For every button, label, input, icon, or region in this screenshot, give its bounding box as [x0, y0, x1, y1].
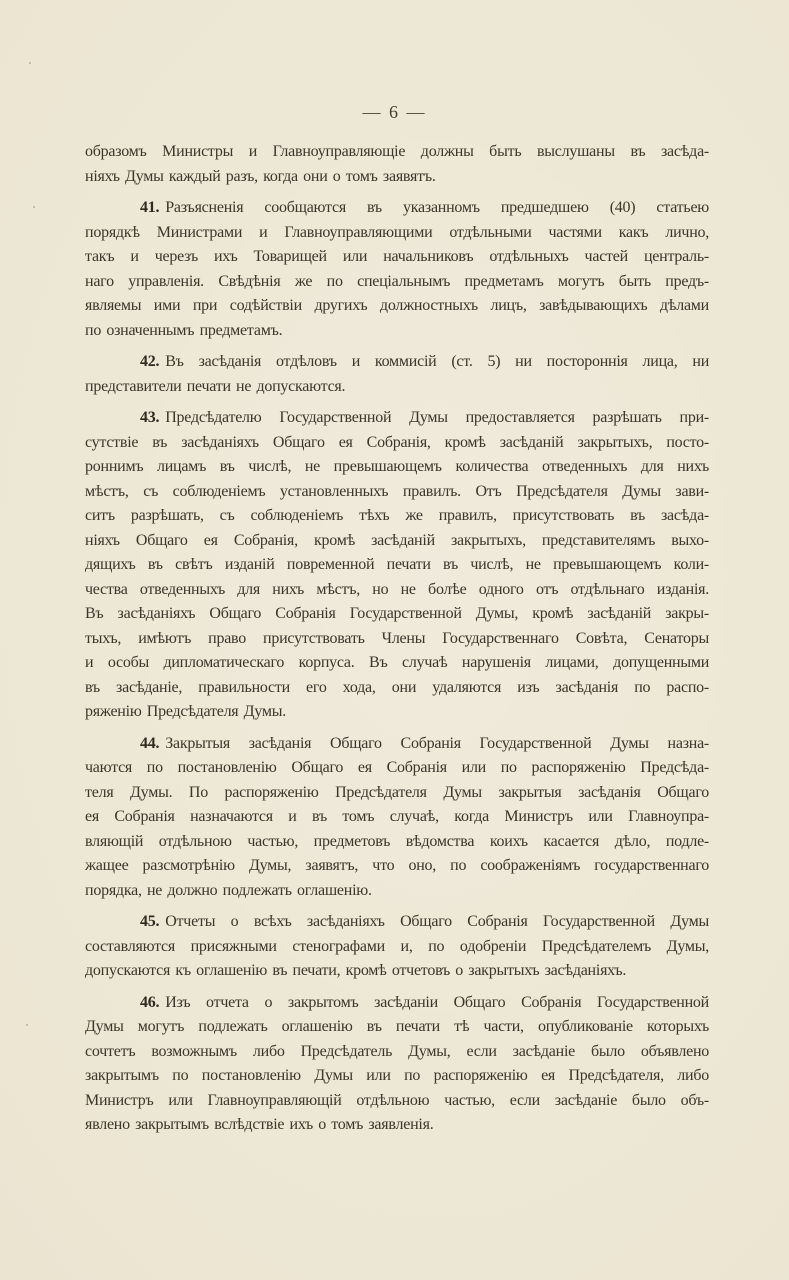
- article-number: 43.: [140, 409, 160, 426]
- text-line: жащее разсмотрѣнію Думы, заявятъ, что оно, по соображеніямъ государственнаго: [85, 857, 709, 874]
- article-number: 42.: [140, 353, 160, 370]
- text-line: вляющій отдѣльною частью, предметовъ вѣдомства коихъ касается дѣло, подле-: [85, 832, 709, 850]
- text-line: въ засѣданіе, правильности его хода, они удаляются изъ засѣданія по распо-: [85, 678, 709, 696]
- paragraph: [85, 406, 709, 725]
- text-line: закрытымъ по постановленію Думы или по распоряженію ея Предсѣдателя, либо: [85, 1067, 709, 1084]
- text-line: Въ засѣданіяхъ Общаго Собранія Государственной Думы, кромѣ засѣданій закры-: [85, 605, 709, 622]
- text-line: сочтетъ возможнымъ либо Предсѣдатель Думы, если засѣданіе было объявлено: [85, 1042, 709, 1060]
- text-line: дящихъ въ свѣтъ изданій повременной печати въ числѣ, не превышающемъ коли-: [85, 556, 709, 573]
- text-line: наго управленія. Свѣдѣнія же по спеціальнымъ предметамъ могутъ быть предъ-: [85, 272, 709, 290]
- text-line: сутствіе въ засѣданіяхъ Общаго ея Собранія, кромѣ засѣданій закрытыхъ, посто-: [85, 433, 709, 451]
- text-line: образомъ Министры и Главноуправляющіе должны быть выслушаны въ засѣда-: [85, 143, 709, 160]
- text-line: допускаются къ оглашенію въ печати, кромѣ отчетовъ о закрытыхъ засѣданіяхъ.: [85, 962, 627, 979]
- text-line: 45. Отчеты о всѣхъ засѣданіяхъ Общаго Собранія Государственной Думы: [140, 913, 709, 930]
- text-line: теля Думы. По распоряженію Предсѣдателя Думы закрытыя засѣданія Общаго: [85, 783, 709, 801]
- text-line: ніяхъ Думы каждый разъ, когда они о томъ заявятъ.: [85, 167, 436, 185]
- text-line: ея Собранія назначаются и въ томъ случаѣ, когда Министръ или Главноупра-: [85, 808, 709, 825]
- article-number: 46.: [140, 993, 160, 1011]
- paragraph: [85, 732, 709, 904]
- paragraph: [85, 991, 709, 1138]
- text-line: составляются присяжными стенографами и, по одобреніи Предсѣдателемъ Думы,: [85, 937, 709, 955]
- text-line: тыхъ, имѣютъ право присутствовать Члены Государственнаго Совѣта, Сенаторы: [85, 629, 709, 647]
- scan-speck: [26, 1024, 28, 1026]
- text-line: такъ и черезъ ихъ Товарищей или начальниковъ отдѣльныхъ частей централь-: [85, 248, 709, 265]
- text-line: Министръ или Главноуправляющій отдѣльною частью, если засѣданіе было объ-: [85, 1091, 709, 1109]
- text-line: представители печати не допускаются.: [85, 377, 346, 395]
- text-line: ряженію Предсѣдателя Думы.: [85, 703, 286, 720]
- text-line: ніяхъ Общаго ея Собранія, кромѣ засѣданій закрытыхъ, представителямъ выхо-: [85, 531, 709, 549]
- text-line: чества отведенныхъ для нихъ мѣстъ, но не болѣе одного отъ отдѣльнаго изданія.: [85, 580, 709, 598]
- article-number: 44.: [140, 734, 160, 752]
- document-body: [85, 140, 709, 1138]
- paragraph: [85, 910, 709, 984]
- text-line: роннимъ лицамъ въ числѣ, не превышающемъ количества отведенныхъ для нихъ: [85, 458, 709, 475]
- article-number: 41.: [140, 199, 160, 216]
- text-line: по означеннымъ предметамъ.: [85, 321, 283, 339]
- text-line: ситъ разрѣшать, съ соблюденіемъ тѣхъ же правилъ, присутствовать въ засѣда-: [85, 507, 709, 524]
- scan-speck: [29, 62, 31, 64]
- article-number: 45.: [140, 913, 160, 930]
- text-line: явлено закрытымъ вслѣдствіе ихъ о томъ заявленія.: [85, 1116, 434, 1133]
- text-line: 44. Закрытыя засѣданія Общаго Собранія Государственной Думы назна-: [140, 734, 709, 752]
- text-line: порядка, не должно подлежать оглашенію.: [85, 881, 372, 899]
- paragraph: [85, 140, 709, 189]
- text-line: порядкѣ Министрами и Главноуправляющими отдѣльными частями какъ лично,: [85, 223, 709, 241]
- text-line: 41. Разъясненія сообщаются въ указанномъ предшедшею (40) статьею: [140, 199, 709, 216]
- text-line: мѣстъ, съ соблюденіемъ установленныхъ правилъ. Отъ Предсѣдателя Думы зави-: [85, 482, 709, 500]
- page-number: — 6 —: [362, 102, 427, 122]
- text-line: чаются по постановленію Общаго ея Собранія или по распоряженію Предсѣда-: [85, 759, 709, 776]
- text-line: являемы ими при содѣйствіи другихъ должностныхъ лицъ, завѣдывающихъ дѣлами: [85, 297, 709, 314]
- paragraph: [85, 350, 709, 399]
- text-line: 42. Въ засѣданія отдѣловъ и коммисій (ст. 5) ни постороннія лица, ни: [140, 353, 709, 370]
- text-line: 43. Предсѣдателю Государственной Думы предоставляется разрѣшать при-: [140, 409, 709, 426]
- text-line: Думы могутъ подлежать оглашенію въ печати тѣ части, опубликованіе которыхъ: [85, 1018, 709, 1035]
- text-line: 46. Изъ отчета о закрытомъ засѣданіи Общаго Собранія Государственной: [140, 993, 709, 1011]
- paragraph: [85, 196, 709, 343]
- scan-speck: [33, 206, 35, 208]
- text-line: и особы дипломатическаго корпуса. Въ случаѣ нарушенія лицами, допущенными: [85, 654, 709, 671]
